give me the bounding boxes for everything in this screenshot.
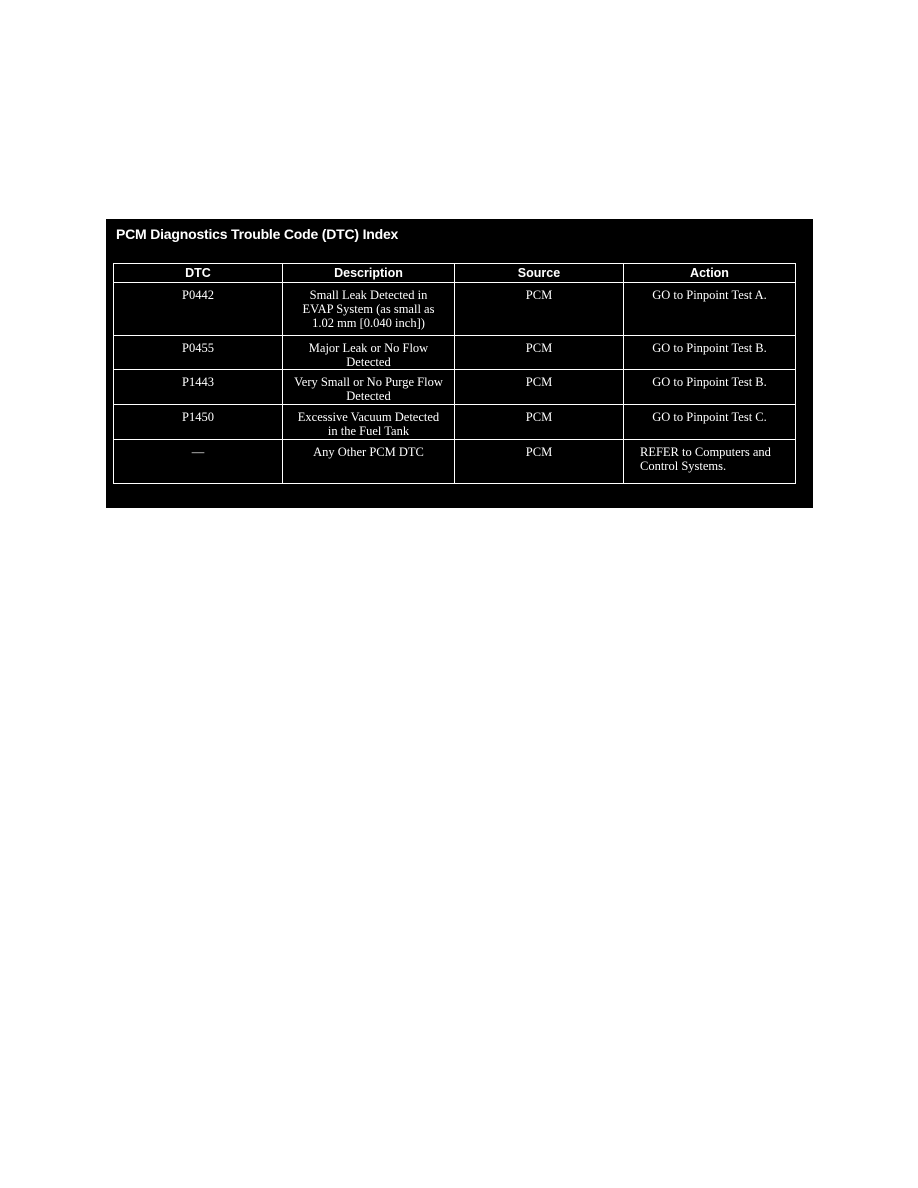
source-cell: PCM (455, 370, 624, 405)
dtc-cell: P1443 (114, 370, 283, 405)
action-cell: GO to Pinpoint Test B. (624, 370, 796, 405)
table-row (114, 440, 796, 484)
table-row (114, 405, 796, 440)
panel-title: PCM Diagnostics Trouble Code (DTC) Index (116, 226, 399, 242)
description-cell: Small Leak Detected in EVAP System (as small as 1.02 mm [0.040 inch]) (283, 283, 455, 336)
description-cell: Any Other PCM DTC (283, 440, 455, 484)
table-header-row (114, 264, 796, 283)
source-cell: PCM (455, 405, 624, 440)
dtc-cell: P1450 (114, 405, 283, 440)
table-row (114, 336, 796, 370)
source-cell: PCM (455, 283, 624, 336)
column-header-action: Action (624, 264, 796, 283)
column-header-source: Source (455, 264, 624, 283)
description-cell: Major Leak or No Flow Detected (283, 336, 455, 370)
dtc-index-table (113, 263, 796, 484)
action-cell: GO to Pinpoint Test C. (624, 405, 796, 440)
dtc-index-panel (106, 219, 813, 508)
source-cell: PCM (455, 336, 624, 370)
action-cell: GO to Pinpoint Test A. (624, 283, 796, 336)
dtc-cell: P0455 (114, 336, 283, 370)
description-cell: Very Small or No Purge Flow Detected (283, 370, 455, 405)
action-cell: REFER to Computers and Control Systems. (624, 440, 796, 484)
dtc-cell: P0442 (114, 283, 283, 336)
column-header-description: Description (283, 264, 455, 283)
action-cell: GO to Pinpoint Test B. (624, 336, 796, 370)
description-cell: Excessive Vacuum Detected in the Fuel Tank (283, 405, 455, 440)
dtc-cell: — (114, 440, 283, 484)
table-row (114, 283, 796, 336)
source-cell: PCM (455, 440, 624, 484)
column-header-dtc: DTC (114, 264, 283, 283)
table-row (114, 370, 796, 405)
